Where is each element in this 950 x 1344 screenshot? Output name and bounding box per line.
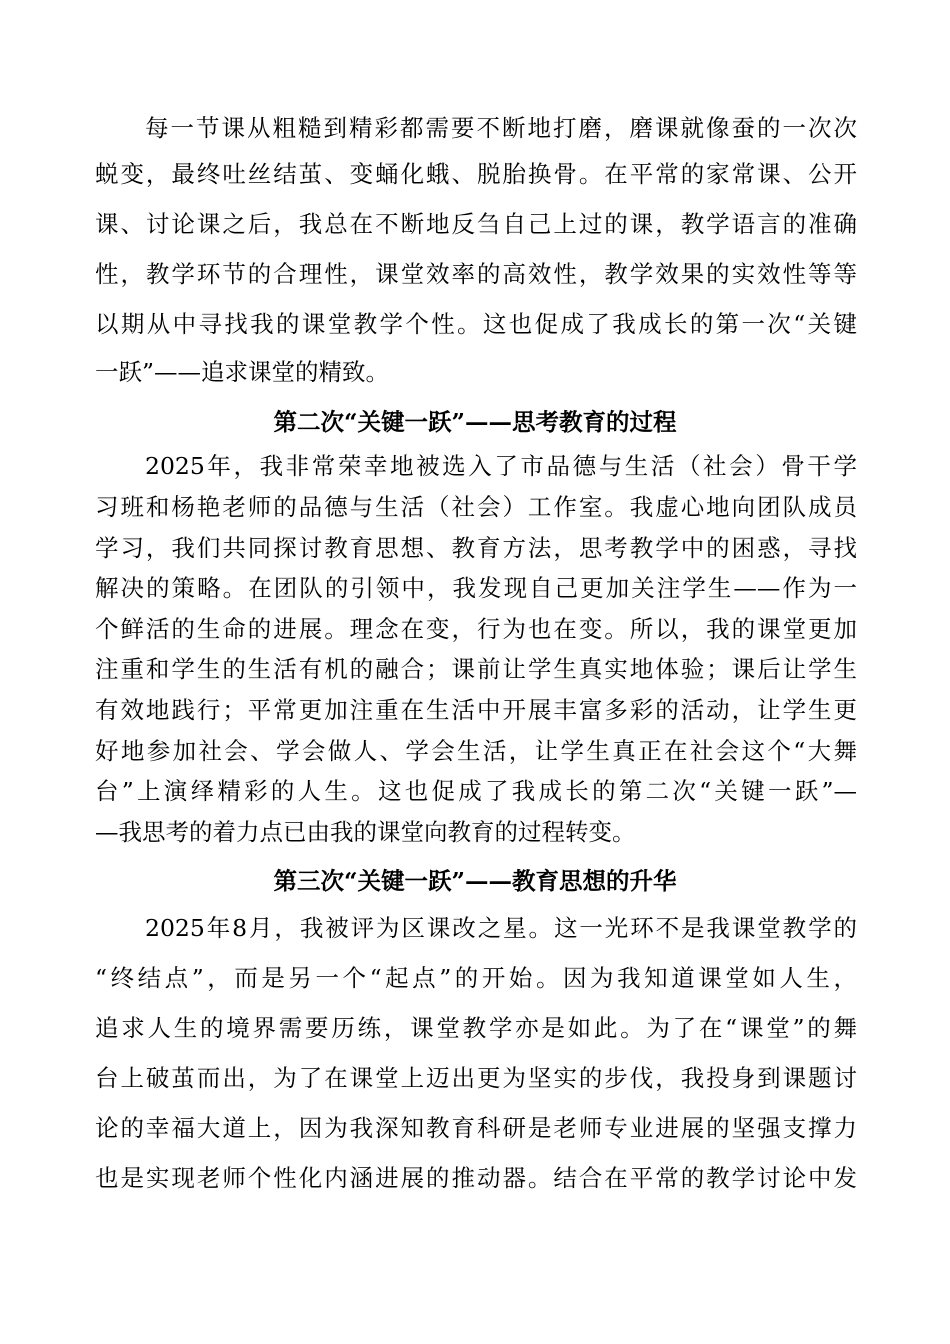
text-line: “终结点”，而是另一个“起点”的开始。因为我知道课堂如人生， [95, 964, 857, 992]
text-line: 好地参加社会、学会做人、学会生活，让学生真正在社会这个“大舞 [95, 737, 857, 765]
text-line: 解决的策略。在团队的引领中，我发现自己更加关注学生——作为一 [95, 574, 857, 602]
text-line: 蜕变，最终吐丝结茧、变蛹化蛾、脱胎换骨。在平常的家常课、公开 [95, 160, 857, 188]
text-line: 有效地践行；平常更加注重在生活中开展丰富多彩的活动，让学生更 [95, 696, 857, 724]
text-line: 一跃”——追求课堂的精致。 [95, 358, 390, 386]
text-line: 台”上演绎精彩的人生。这也促成了我成长的第二次“关键一跃”— [95, 777, 857, 805]
text-line: 个鲜活的生命的进展。理念在变，行为也在变。所以，我的课堂更加 [95, 615, 857, 643]
text-line: 习班和杨艳老师的品德与生活（社会）工作室。我虚心地向团队成员 [95, 493, 857, 521]
text-line: 学习，我们共同探讨教育思想、教育方法，思考教学中的困惑，寻找 [95, 534, 857, 562]
text-line: 2025年，我非常荣幸地被选入了市品德与生活（社会）骨干学 [145, 452, 857, 480]
text-line: —我思考的着力点已由我的课堂向教育的过程转变。 [95, 818, 636, 846]
text-line: 课、讨论课之后，我总在不断地反刍自己上过的课，教学语言的准确 [95, 210, 857, 238]
text-line: 以期从中寻找我的课堂教学个性。这也促成了我成长的第一次“关键 [95, 310, 857, 338]
text-line: 论的幸福大道上，因为我深知教育科研是老师专业进展的坚强支撑力 [95, 1114, 857, 1142]
text-line: 也是实现老师个性化内涵进展的推动器。结合在平常的教学讨论中发 [95, 1164, 857, 1192]
text-line: 每一节课从粗糙到精彩都需要不断地打磨，磨课就像蚕的一次次 [145, 114, 857, 142]
text-line: 注重和学生的生活有机的融合；课前让学生真实地体验；课后让学生 [95, 655, 857, 683]
text-line: 性，教学环节的合理性，课堂效率的高效性，教学效果的实效性等等 [95, 260, 857, 288]
text-line: 台上破茧而出，为了在课堂上迈出更为坚实的步伐，我投身到课题讨 [95, 1064, 857, 1092]
text-line: 2025年8月，我被评为区课改之星。这一光环不是我课堂教学的 [145, 914, 857, 942]
section-heading-2: 第二次“关键一跃”——思考教育的过程 [273, 408, 677, 436]
text-line: 追求人生的境界需要历练，课堂教学亦是如此。为了在“课堂”的舞 [95, 1014, 857, 1042]
section-heading-3: 第三次“关键一跃”——教育思想的升华 [273, 867, 677, 895]
